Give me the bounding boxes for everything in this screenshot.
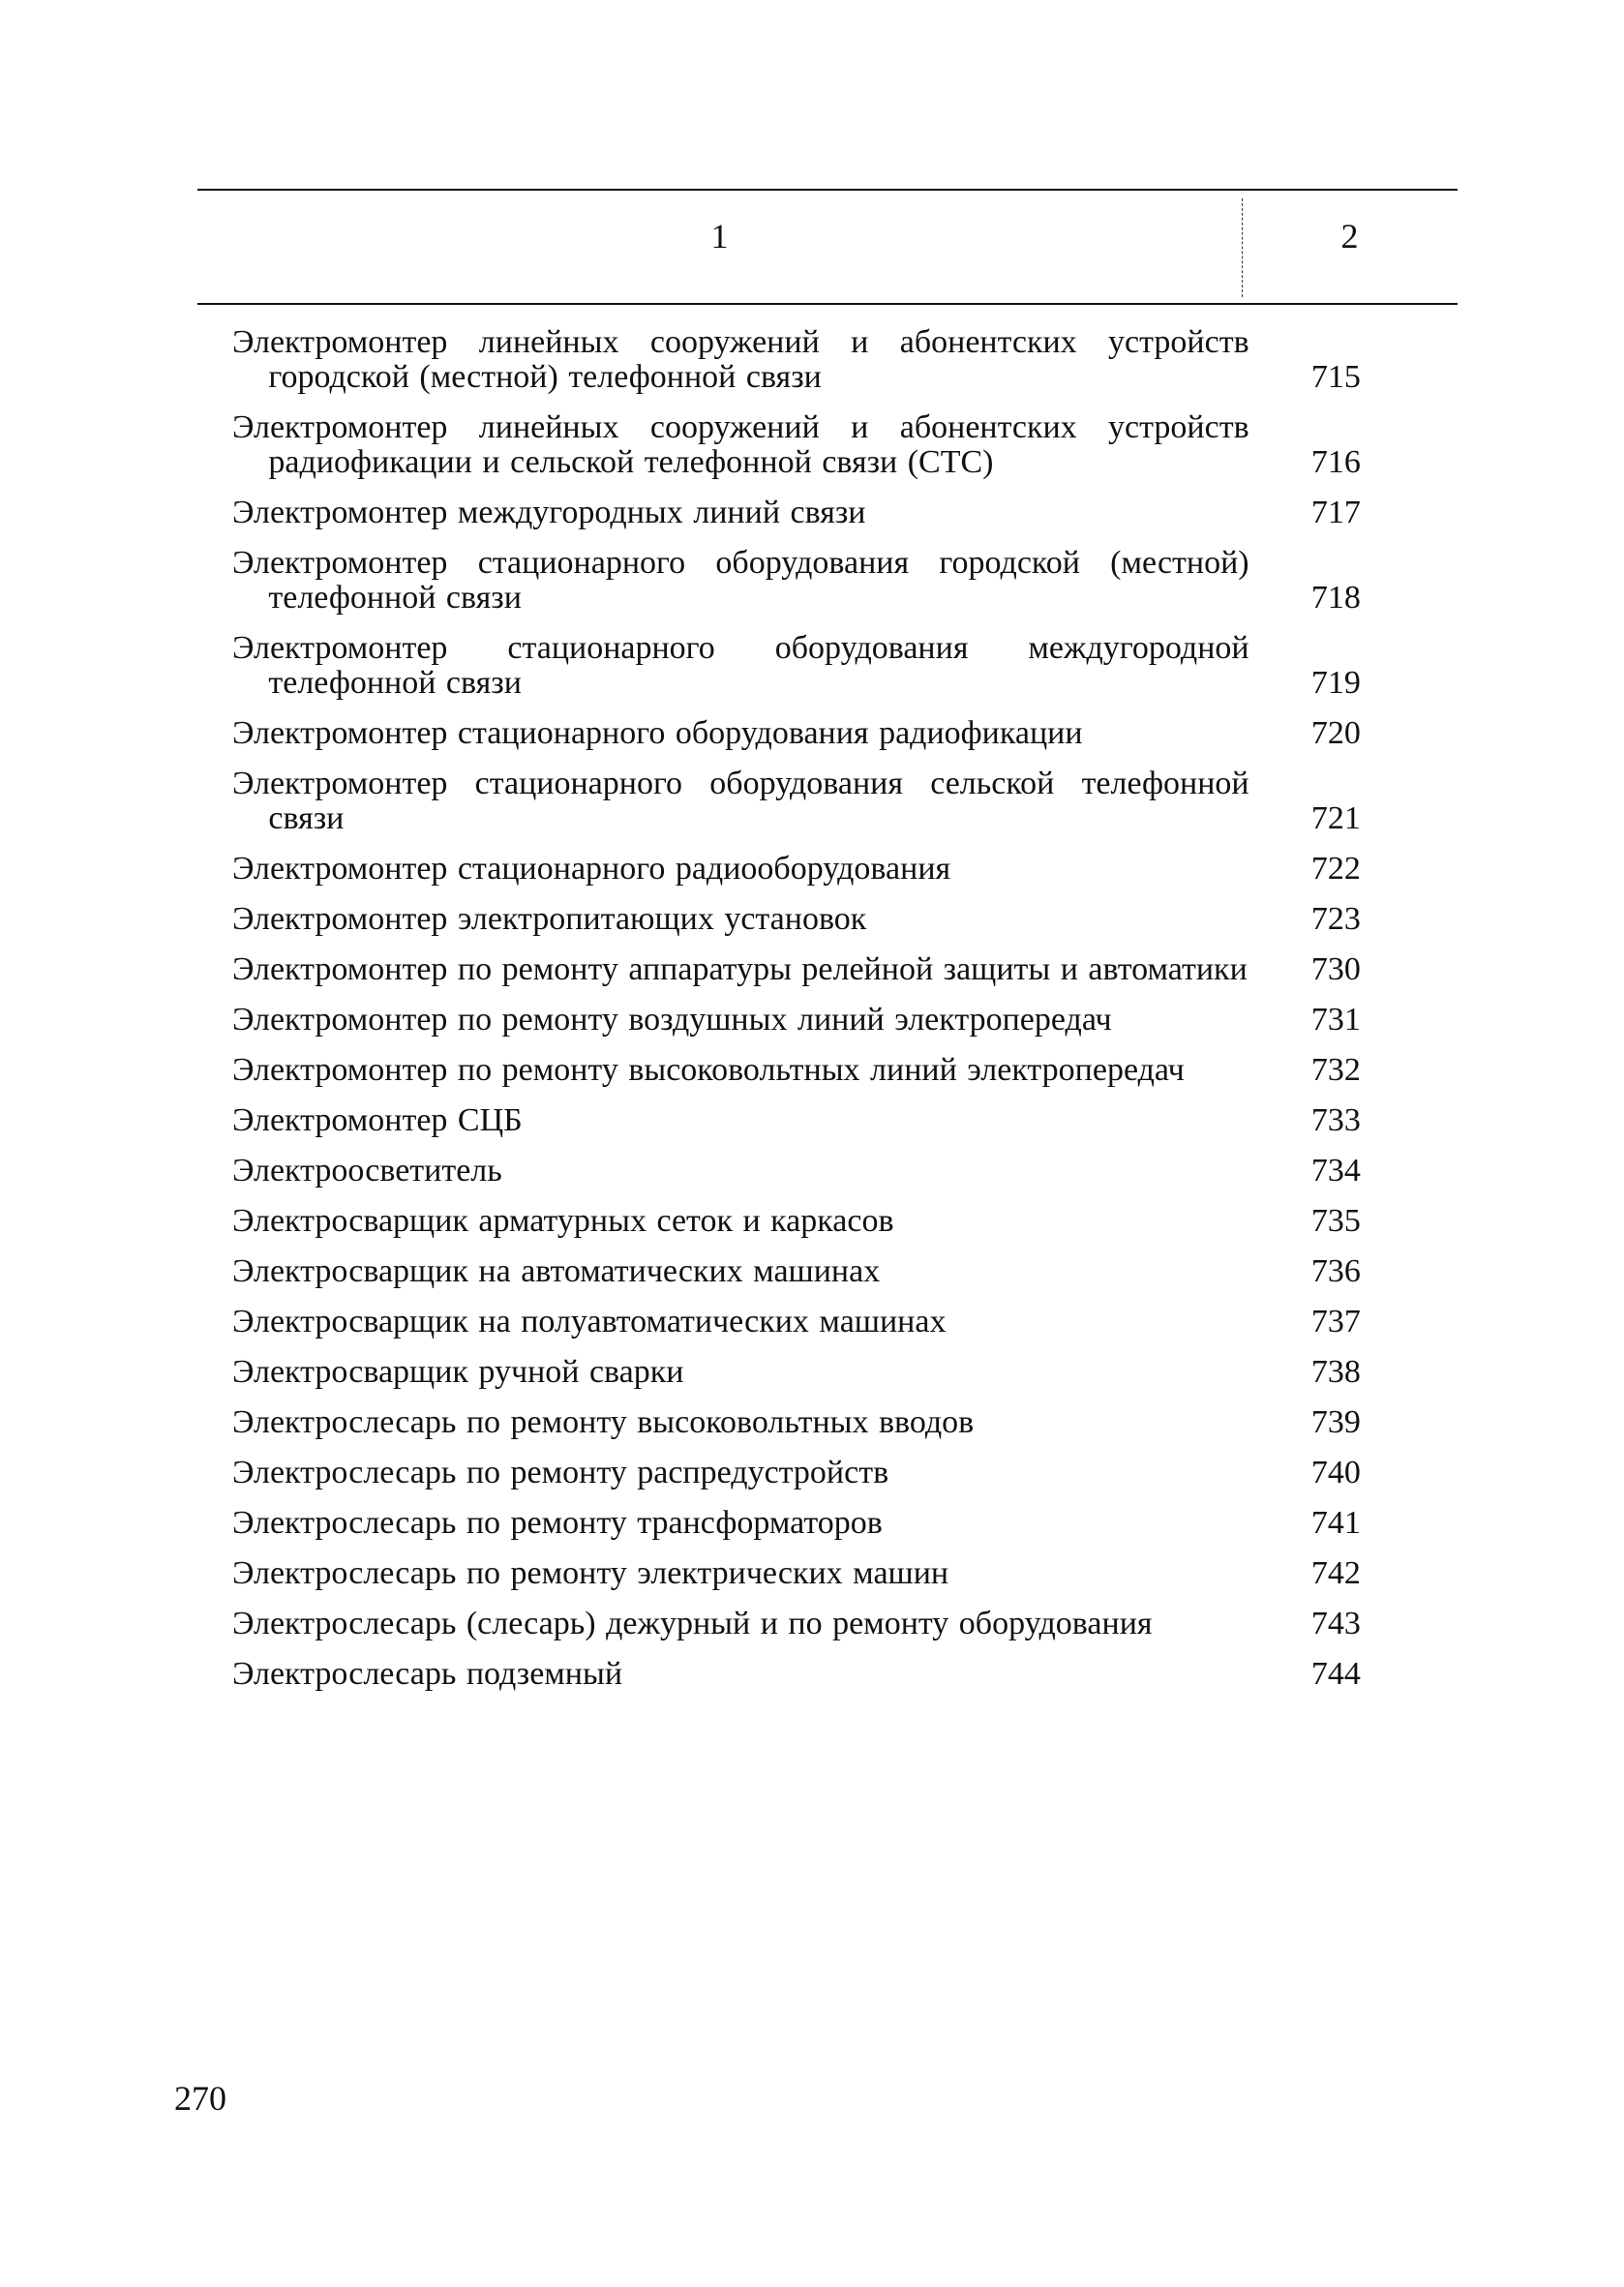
tariff-number: 741 <box>1310 1505 1361 1541</box>
occupation-title: Электрослесарь (слесарь) дежурный и по ремонту оборудования <box>232 1606 1153 1641</box>
occupation-title: Электромонтер стационарного оборудования сельской телефонной связи <box>232 766 1249 836</box>
tariff-number: 719 <box>1310 665 1361 701</box>
tariff-number: 722 <box>1310 851 1361 887</box>
table-row <box>232 767 1423 836</box>
table-row <box>232 546 1423 616</box>
tariff-number: 737 <box>1310 1304 1361 1339</box>
occupation-title: Электромонтер стационарного оборудования междугородной телефонной связи <box>232 630 1249 701</box>
occupation-title: Электрослесарь по ремонту высоковольтных вводов <box>232 1404 975 1440</box>
tariff-number: 718 <box>1310 580 1361 616</box>
table-row <box>232 1355 1423 1390</box>
tariff-number: 738 <box>1310 1354 1361 1390</box>
occupation-title: Электрослесарь по ремонту распредустройств <box>232 1455 889 1490</box>
table-row <box>232 631 1423 701</box>
table-row <box>232 1053 1423 1088</box>
occupation-title: Электрослесарь подземный <box>232 1656 623 1692</box>
occupation-title: Электромонтер по ремонту воздушных линий электропередач <box>232 1002 1112 1038</box>
table-row <box>232 1556 1423 1591</box>
tariff-number: 716 <box>1310 444 1361 480</box>
table-row <box>232 1204 1423 1239</box>
table-row <box>232 1607 1423 1641</box>
tariff-number: 730 <box>1310 951 1361 987</box>
occupation-title: Электрослесарь по ремонту электрических машин <box>232 1555 949 1591</box>
table-top-rule <box>197 189 1458 191</box>
occupation-title: Электрослесарь по ремонту трансформаторов <box>232 1505 883 1541</box>
occupation-title: Электросварщик на полуавтоматических машинах <box>232 1304 947 1339</box>
table-row <box>232 1405 1423 1440</box>
table-header-rule <box>197 303 1458 305</box>
occupation-title: Электромонтер линейных сооружений и абонентских устройств городской (местной) телефонной связи <box>232 324 1249 395</box>
table-row <box>232 1657 1423 1692</box>
table-row <box>232 716 1423 751</box>
tariff-number: 717 <box>1310 495 1361 530</box>
occupation-title: Электромонтер линейных сооружений и абонентских устройств радиофикации и сельской телефонной связи (СТС) <box>232 409 1249 480</box>
table-row <box>232 325 1423 395</box>
occupation-title: Электромонтер междугородных линий связи <box>232 495 866 530</box>
occupation-title: Электросварщик ручной сварки <box>232 1354 684 1390</box>
table-row <box>232 1103 1423 1138</box>
table-row <box>232 410 1423 480</box>
column-header-2: 2 <box>1340 217 1359 256</box>
tariff-number: 739 <box>1310 1404 1361 1440</box>
tariff-number: 735 <box>1310 1203 1361 1239</box>
occupation-title: Электромонтер по ремонту аппаратуры релейной защиты и автоматики <box>232 951 1248 987</box>
tariff-number: 733 <box>1310 1102 1361 1138</box>
table-row <box>232 952 1423 987</box>
table-row <box>232 1456 1423 1490</box>
table-row <box>232 1305 1423 1339</box>
tariff-number: 744 <box>1310 1656 1361 1692</box>
tariff-number: 723 <box>1310 901 1361 937</box>
occupation-title: Электроосветитель <box>232 1153 502 1189</box>
occupation-title: Электромонтер СЦБ <box>232 1102 523 1138</box>
tariff-number: 742 <box>1310 1555 1361 1591</box>
table-row <box>232 1154 1423 1189</box>
occupation-title: Электромонтер стационарного оборудования городской (местной) телефонной связи <box>232 545 1249 616</box>
tariff-number: 721 <box>1310 800 1361 836</box>
tariff-number: 736 <box>1310 1253 1361 1289</box>
occupation-title: Электромонтер по ремонту высоковольтных линий электропередач <box>232 1052 1185 1088</box>
table-row <box>232 1254 1423 1289</box>
column-header-1: 1 <box>710 217 729 256</box>
tariff-number: 731 <box>1310 1002 1361 1038</box>
table-row <box>232 902 1423 937</box>
tariff-number: 715 <box>1310 359 1361 395</box>
table-row <box>232 1506 1423 1541</box>
table-row <box>232 1003 1423 1038</box>
tariff-number: 740 <box>1310 1455 1361 1490</box>
occupation-title: Электромонтер стационарного радиооборудования <box>232 851 951 887</box>
tariff-number: 734 <box>1310 1153 1361 1189</box>
occupation-title: Электромонтер электропитающих установок <box>232 901 867 937</box>
table-body <box>232 325 1423 1707</box>
table-row <box>232 852 1423 887</box>
occupation-title: Электросварщик арматурных сеток и каркасов <box>232 1203 894 1239</box>
page-number: 270 <box>174 2079 226 2118</box>
tariff-number: 743 <box>1310 1606 1361 1641</box>
occupation-title: Электромонтер стационарного оборудования радиофикации <box>232 715 1083 751</box>
tariff-number: 720 <box>1310 715 1361 751</box>
tariff-number: 732 <box>1310 1052 1361 1088</box>
occupation-title: Электросварщик на автоматических машинах <box>232 1253 881 1289</box>
table-row <box>232 496 1423 530</box>
